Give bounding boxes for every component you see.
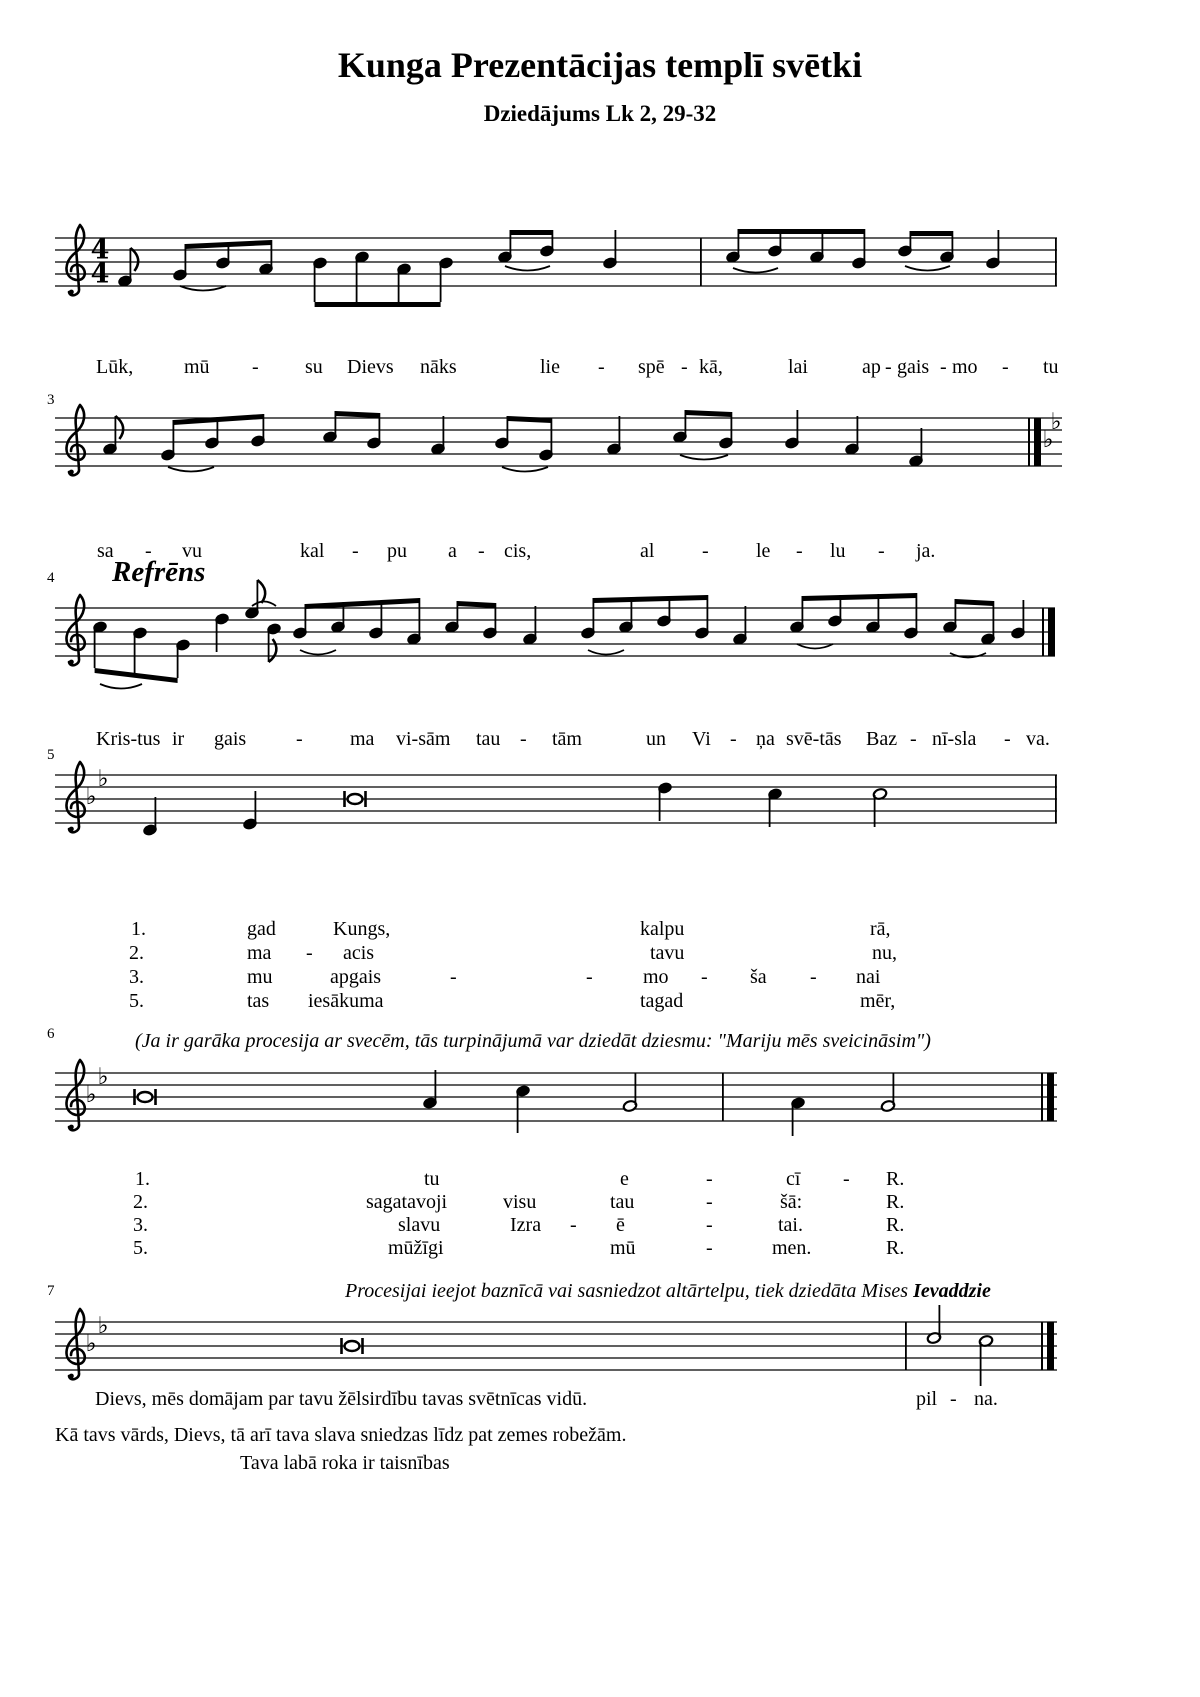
verse-token: e (620, 1168, 629, 1190)
lyric-token: - (681, 356, 688, 378)
verse-token: - (706, 1214, 713, 1236)
measure-number: 6 (47, 1026, 55, 1042)
lyric-token: - (252, 356, 259, 378)
verse-token: - (450, 966, 457, 988)
beam (173, 414, 263, 425)
verse-token: sagatavoji (366, 1191, 448, 1213)
verse-token: nu, (872, 942, 897, 964)
lyric-token: na. (974, 1388, 998, 1410)
verse-token: visu (503, 1191, 537, 1213)
staff-5 (55, 1060, 1057, 1136)
lyric-token: lu (830, 540, 846, 562)
lyric-token: nāks (420, 356, 457, 378)
lyric-token: cis, (504, 540, 532, 562)
lyric-token: tu (1043, 356, 1059, 378)
lyric-token: ap (862, 356, 881, 378)
verse-token: R. (886, 1168, 905, 1190)
lyric-token: gais (214, 728, 247, 750)
verse-token: 1. (135, 1168, 150, 1190)
flat-sign: ♭ (1042, 427, 1054, 453)
barline (1055, 775, 1057, 823)
lyric-token: le (756, 540, 771, 562)
verse-token: 5. (133, 1237, 148, 1259)
lyric-token: - (1004, 728, 1011, 750)
verse-token: men. (772, 1237, 812, 1259)
lyric-token: tau (476, 728, 501, 750)
verse-token: - (706, 1237, 713, 1259)
beam (685, 410, 731, 417)
final-barline (1042, 608, 1044, 656)
flat-sign: ♭ (97, 1313, 109, 1339)
lyric-token: mū (184, 356, 210, 378)
lyric-token: lai (788, 356, 808, 378)
barline (1055, 238, 1057, 286)
lyric-token: - (1002, 356, 1009, 378)
treble-clef-icon (66, 1060, 84, 1130)
verse-token: gad (247, 918, 276, 940)
verse-token: 1. (131, 918, 146, 940)
measure-number: 7 (47, 1283, 55, 1299)
lyric-token: - (796, 540, 803, 562)
measure-number: 3 (47, 392, 55, 408)
slur (180, 286, 226, 291)
treble-clef-icon (66, 595, 84, 665)
verse-token: - (706, 1168, 713, 1190)
barline (700, 238, 702, 286)
slur (252, 602, 276, 607)
verse-token: - (306, 942, 313, 964)
lyric-token: spē (638, 356, 665, 378)
barline (722, 1073, 724, 1121)
lyric-token: ņa (756, 728, 775, 750)
flat-sign: ♭ (85, 784, 97, 810)
lyric-token: va. (1026, 728, 1050, 750)
lyric-token: Dievs (347, 356, 394, 378)
verse-token: šā: (780, 1191, 803, 1213)
verse-token: R. (886, 1214, 905, 1236)
beam (738, 229, 864, 234)
verse-token: - (810, 966, 817, 988)
lyric-token: al (640, 540, 655, 562)
verse-token: - (570, 1214, 577, 1236)
eighth-flag (115, 416, 123, 439)
slur (733, 268, 778, 273)
staff-4 (55, 762, 1057, 836)
lyric-token: - (478, 540, 485, 562)
beam (315, 302, 441, 307)
treble-clef-icon (66, 762, 84, 832)
slur (680, 455, 728, 460)
verse-token: - (706, 1191, 713, 1213)
lyric-token: Vi (692, 728, 711, 750)
lyric-token: Baz (866, 728, 898, 750)
lyric-token: kal (300, 540, 325, 562)
instruction-text: (Ja ir garāka procesija ar svecēm, tās turpinājumā var dziedāt dziesmu: "Mariju mēs sveicināsim") (135, 1030, 931, 1052)
lyric-token: pil (916, 1388, 938, 1410)
verse-token: cī (786, 1168, 801, 1190)
treble-clef-icon (66, 225, 84, 295)
slur (502, 467, 548, 472)
verse-token: mo (643, 966, 669, 988)
verse-token: tau (610, 1191, 635, 1213)
final-barline (1028, 418, 1030, 466)
lyric-token: - (885, 356, 892, 378)
treble-clef-icon (66, 1309, 84, 1379)
flat-sign: ♭ (1050, 409, 1062, 435)
page-subtitle: Dziedājums Lk 2, 29-32 (483, 101, 717, 126)
verse-token: tu (424, 1168, 440, 1190)
verse-token: 3. (133, 1214, 148, 1236)
lyric-token: - (950, 1388, 957, 1410)
beam (802, 593, 916, 601)
verse-token: R. (886, 1237, 905, 1259)
lyric-token: - (730, 728, 737, 750)
lyric-token: kā, (699, 356, 723, 378)
refrain-heading: Refrēns (112, 556, 206, 588)
lyric-token: pu (387, 540, 407, 562)
lyric-token: gais (897, 356, 930, 378)
verse-token: R. (886, 1191, 905, 1213)
beam (457, 601, 495, 608)
lyric-token: - (702, 540, 709, 562)
lyric-token: - (520, 728, 527, 750)
measure-number: 5 (47, 747, 55, 763)
lyric-token: vi-sām (396, 728, 451, 750)
slur (950, 653, 986, 658)
verse-token: kalpu (640, 918, 685, 940)
beam (593, 595, 707, 603)
final-barline (1041, 1322, 1043, 1370)
verse-token: rā, (870, 918, 891, 940)
lyric-token: su (305, 356, 323, 378)
staff-3 (55, 580, 1055, 689)
lyric-token: lie (540, 356, 560, 378)
lyric-token: nī-sla (932, 728, 977, 750)
staff-2 (55, 405, 1062, 475)
flat-sign: ♭ (85, 1331, 97, 1357)
verse-token: tai. (778, 1214, 803, 1236)
beam (510, 230, 552, 235)
verse-token: mu (247, 966, 273, 988)
staff-1 (55, 225, 1057, 307)
flat-sign: ♭ (97, 1064, 109, 1090)
page-title: Kunga Prezentācijas templī svētki (337, 45, 863, 85)
verse-token: acis (343, 942, 375, 964)
slur (588, 650, 624, 655)
time-signature: 4 (90, 258, 110, 290)
lyric-token: Dievs, mēs domājam par tavu žēlsirdību tavas svētnīcas vidū. (95, 1388, 588, 1410)
verse-token: - (701, 966, 708, 988)
lyric-token: - (145, 540, 152, 562)
measure-number: 4 (47, 570, 55, 586)
verse-token: mū (610, 1237, 636, 1259)
lyric-token: tām (552, 728, 582, 750)
lyric-token: sa (97, 540, 114, 562)
staff-6 (55, 1305, 1057, 1386)
flat-sign: ♭ (97, 766, 109, 792)
verse-token: Izra (510, 1214, 542, 1236)
verse-token: slavu (398, 1214, 441, 1236)
lyric-token: - (598, 356, 605, 378)
verse-token: tas (247, 990, 270, 1012)
verse-token: iesākuma (308, 990, 384, 1012)
eighth-flag (130, 248, 138, 271)
verse-token: 2. (133, 1191, 148, 1213)
lyric-token: - (940, 356, 947, 378)
verse-token: ma (247, 942, 272, 964)
final-barline (1041, 1073, 1043, 1121)
verse-token: - (843, 1168, 850, 1190)
verse-token: mēr, (860, 990, 896, 1012)
verse-token: - (586, 966, 593, 988)
eighth-flag (269, 639, 277, 662)
lyric-token: un (646, 728, 666, 750)
lyric-token: - (910, 728, 917, 750)
verse-token: ša (750, 966, 767, 988)
lyric-token: - (352, 540, 359, 562)
lyric-token: a (448, 540, 457, 562)
flat-sign: ♭ (85, 1082, 97, 1108)
verse-token: 3. (129, 966, 144, 988)
time-signature: 4 (90, 234, 110, 266)
slur (797, 644, 833, 649)
lyric-token: - (296, 728, 303, 750)
verse-token: ē (616, 1214, 625, 1236)
beam (955, 599, 993, 606)
lyric-token: svē-tās (786, 728, 842, 750)
beam (95, 668, 178, 683)
verse-token: 5. (129, 990, 144, 1012)
barline (905, 1322, 907, 1370)
verse-token: 2. (129, 942, 144, 964)
lyric-token: mo (952, 356, 978, 378)
lyric-token: ma (350, 728, 375, 750)
slur (300, 650, 336, 655)
breve-note (348, 794, 363, 804)
footer-text: Tava labā roka ir taisnības (240, 1452, 450, 1474)
slur (100, 684, 142, 689)
footer-text: Kā tavs vārds, Dievs, tā arī tava slava sniedzas līdz pat zemes robežām. (55, 1424, 627, 1446)
verse-token: apgais (330, 966, 382, 988)
lyric-token: ja. (916, 540, 936, 562)
verse-token: tagad (640, 990, 684, 1012)
lyric-token: - (878, 540, 885, 562)
instruction-text: Procesijai ieejot baznīcā vai sasniedzot altārtelpu, tiek dziedāta Mises Ievaddzie (345, 1280, 991, 1302)
beam (910, 231, 952, 236)
slur (905, 266, 950, 271)
verse-token: tavu (650, 942, 685, 964)
breve-note (138, 1092, 153, 1102)
lyric-token: vu (182, 540, 202, 562)
lyric-token: Lūk, (96, 356, 134, 378)
slur (168, 467, 214, 472)
verse-token: mūžīgi (388, 1237, 444, 1259)
beam (507, 416, 551, 423)
eighth-flag (257, 580, 265, 603)
treble-clef-icon (66, 405, 84, 475)
verse-token: Kungs, (333, 918, 391, 940)
lyric-token: ir (172, 728, 185, 750)
lyric-token: Kris-tus (96, 728, 161, 750)
slur (505, 266, 550, 271)
breve-note (345, 1341, 360, 1351)
beam (335, 411, 379, 418)
verse-token: nai (856, 966, 881, 988)
